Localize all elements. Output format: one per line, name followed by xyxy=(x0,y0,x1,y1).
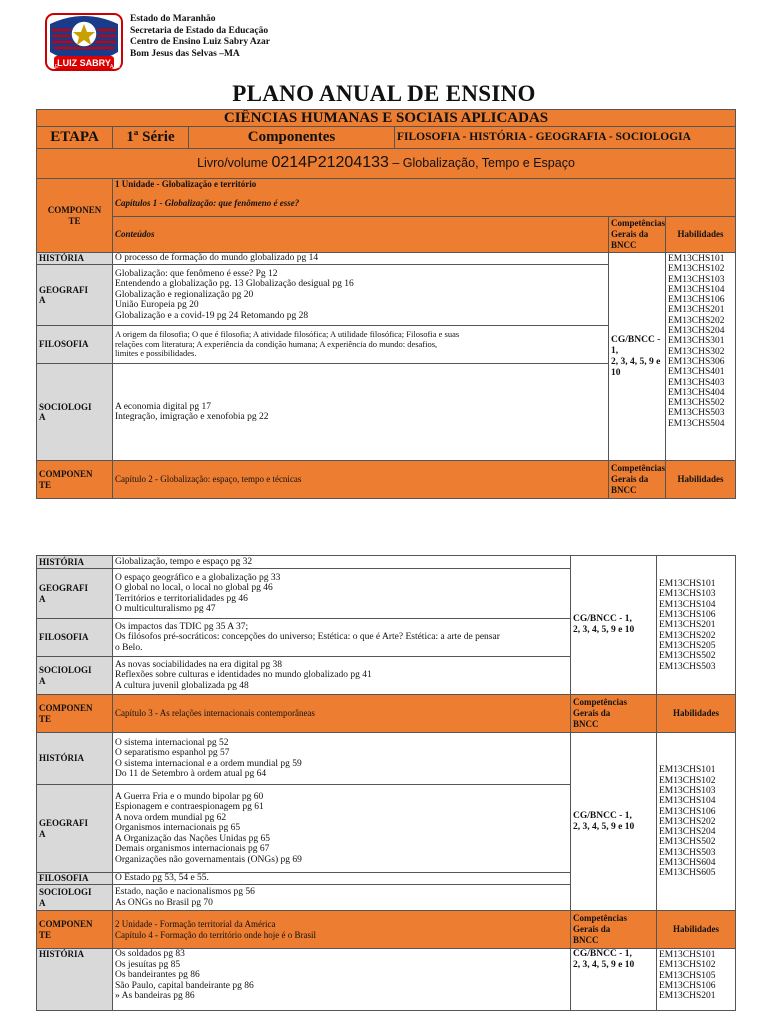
subject-historia: HISTÓRIA xyxy=(37,556,113,569)
subject-geografia: GEOGRAFI A xyxy=(37,265,113,326)
serie-value: 1ª Série xyxy=(113,127,189,149)
habilidades-codes xyxy=(666,253,736,461)
subject-sociologia: SOCIOLOGI A xyxy=(37,657,113,695)
content-sociologia: A economia digital pg 17 Integração, imigração e xenofobia pg 22 xyxy=(113,364,609,461)
content-geografia: O espaço geográfico e a globalização pg 33 O global no local, o local no global pg 46 Territórios e territorialidades pg 46 O multiculturalismo pg 47 xyxy=(113,569,571,619)
habilidades-codes xyxy=(657,556,736,695)
livro-code: 0214P21204133 xyxy=(271,154,389,172)
content-geografia: Globalização: que fenômeno é esse? Pg 12 Entendendo a globalização pg. 13 Globalização desigual pg 16 Globalização e regionalização pg 20 União Europeia pg 20 Globalização e a covid-19 pg 24 Retomando pg 28 xyxy=(113,265,609,326)
componente-header: COMPONEN TE xyxy=(37,179,113,253)
unidade-2-cell xyxy=(113,911,571,949)
cg-bncc: CG/BNCC - 1, 2, 3, 4, 5, 9 e 10 xyxy=(571,949,657,1011)
subject-sociologia: SOCIOLOGI A xyxy=(37,364,113,461)
habilidade-code: EM13CHS201 xyxy=(659,620,716,631)
habilidade-code: EM13CHS101 xyxy=(668,254,725,264)
plan-table-2 xyxy=(36,555,736,1011)
habilidade-code: EM13CHS306 xyxy=(668,356,725,367)
subject-geografia: GEOGRAFI A xyxy=(37,785,113,873)
habilidade-code: EM13CHS302 xyxy=(668,346,725,357)
componentes-value: FILOSOFIA - HISTÓRIA - GEOGRAFIA - SOCIOLOGIA xyxy=(395,127,736,149)
habilidades-codes xyxy=(657,733,736,911)
componente-header: COMPONEN TE xyxy=(37,461,113,499)
habilidade-code: EM13CHS104 xyxy=(659,796,716,807)
habilidade-code: EM13CHS504 xyxy=(668,418,725,429)
habilidade-code: EM13CHS103 xyxy=(659,785,716,796)
habilidades-header: Habilidades xyxy=(666,461,736,499)
habilidade-code: EM13CHS101 xyxy=(659,950,716,960)
subject-filosofia: FILOSOFIA xyxy=(37,619,113,657)
habilidade-code: EM13CHS104 xyxy=(668,284,725,295)
habilidade-code: EM13CHS503 xyxy=(668,408,725,419)
page-title: PLANO ANUAL DE ENSINO xyxy=(232,81,536,106)
plan-table-1 xyxy=(36,109,736,499)
habilidade-code: EM13CHS205 xyxy=(659,640,716,651)
habilidade-code: EM13CHS105 xyxy=(659,970,716,981)
subject-geografia: GEOGRAFI A xyxy=(37,569,113,619)
competencias-header: Competências Gerais da BNCC xyxy=(609,461,666,499)
habilidade-code: EM13CHS106 xyxy=(659,980,716,991)
school-logo xyxy=(44,12,124,78)
livro-row xyxy=(37,149,736,179)
capitulo-1: Capítulos 1 - Globalização: que fenômeno é esse? xyxy=(115,197,300,208)
habilidades-header: Habilidades xyxy=(657,695,736,733)
capitulo-2: Capítulo 2 - Globalização: espaço, tempo e técnicas xyxy=(113,461,609,499)
content-filosofia: Os impactos das TDIC pg 35 A 37; Os filósofos pré-socráticos: concepções do universo; Estética: o que é Arte? Estética: a arte de pensar o Belo. xyxy=(113,619,571,657)
unidade-cell xyxy=(113,179,736,217)
habilidade-code: EM13CHS604 xyxy=(659,858,716,869)
habilidade-code: EM13CHS202 xyxy=(659,630,716,641)
habilidade-code: EM13CHS101 xyxy=(659,765,716,776)
habilidade-code: EM13CHS503 xyxy=(659,661,716,672)
subject-filosofia: FILOSOFIA xyxy=(37,873,113,885)
unidade-2: 2 Unidade - Formação territorial da América xyxy=(115,919,276,929)
svg-text:LUIZ SABRY: LUIZ SABRY xyxy=(57,58,111,68)
habilidade-code: EM13CHS106 xyxy=(668,295,725,306)
habilidade-code: EM13CHS201 xyxy=(668,305,725,316)
subject-historia: HISTÓRIA xyxy=(37,949,113,1011)
subject-sociologia: SOCIOLOGI A xyxy=(37,885,113,911)
cg-bncc: CG/BNCC - 1, 2, 3, 4, 5, 9 e 10 xyxy=(571,733,657,911)
cg-bncc: CG/BNCC - 1, 2, 3, 4, 5, 9 e 10 xyxy=(571,556,657,695)
habilidade-code: EM13CHS102 xyxy=(659,960,716,971)
area-title: CIÊNCIAS HUMANAS E SOCIAIS APLICADAS xyxy=(37,110,736,127)
habilidade-code: EM13CHS202 xyxy=(668,315,725,326)
habilidade-code: EM13CHS403 xyxy=(668,377,725,388)
componente-header: COMPONEN TE xyxy=(37,695,113,733)
habilidade-code: EM13CHS106 xyxy=(659,610,716,621)
habilidade-code: EM13CHS204 xyxy=(659,827,716,838)
capitulo-4: Capítulo 4 - Formação do território onde hoje é o Brasil xyxy=(115,929,316,940)
habilidades-header: Habilidades xyxy=(657,911,736,949)
content-sociologia: As novas sociabilidades na era digital pg 38 Reflexões sobre culturas e identidades no mundo globalizado pg 41 A cultura juvenil globalizada pg 48 xyxy=(113,657,571,695)
habilidade-code: EM13CHS502 xyxy=(659,651,716,662)
header-line: Bom Jesus das Selvas –MA xyxy=(130,48,240,59)
cg-bncc: CG/BNCC - 1, 2, 3, 4, 5, 9 e 10 xyxy=(609,253,666,461)
svg-text:C.E.: C.E. xyxy=(50,64,60,70)
habilidade-code: EM13CHS202 xyxy=(659,816,716,827)
habilidades-codes xyxy=(657,949,736,1011)
content-historia: O sistema internacional pg 52 O separatismo espanhol pg 57 O sistema internacional e a ordem mundial pg 59 Do 11 de Setembro à ordem atual pg 64 xyxy=(113,733,571,785)
habilidade-code: EM13CHS502 xyxy=(668,398,725,409)
habilidade-code: EM13CHS301 xyxy=(668,336,725,347)
habilidade-code: EM13CHS201 xyxy=(659,991,716,1002)
subject-historia: HISTÓRIA xyxy=(37,733,113,785)
conteudos-header: Conteúdos xyxy=(113,217,609,253)
header-line: Estado do Maranhão xyxy=(130,14,216,24)
content-historia: Os soldados pg 83 Os jesuítas pg 85 Os bandeirantes pg 86 São Paulo, capital bandeirante pg 86 » As bandeiras pg 86 xyxy=(113,949,571,1011)
content-historia: Globalização, tempo e espaço pg 32 xyxy=(113,556,571,569)
content-filosofia: A origem da filosofia; O que é filosofia; A atividade filosófica; A utilidade filosófica; Filosofia e suas relações com literatura; A experiência da condição humana; A experiência do mundo: desafios, limites e possibilidades. xyxy=(113,326,609,364)
subject-historia: HISTÓRIA xyxy=(37,253,113,265)
content-historia: O processo de formação do mundo globalizado pg 14 xyxy=(113,253,609,265)
componente-header: COMPONEN TE xyxy=(37,911,113,949)
header-line: Centro de Ensino Luiz Sabry Azar xyxy=(130,37,270,47)
componentes-label: Componentes xyxy=(189,127,395,149)
competencias-header: Competências Gerais da BNCC xyxy=(609,217,666,253)
subject-filosofia: FILOSOFIA xyxy=(37,326,113,364)
content-sociologia: Estado, nação e nacionalismos pg 56 As ONGs no Brasil pg 70 xyxy=(113,885,571,911)
habilidade-code: EM13CHS102 xyxy=(659,775,716,786)
habilidade-code: EM13CHS401 xyxy=(668,367,725,378)
etapa-label: ETAPA xyxy=(37,127,113,149)
habilidade-code: EM13CHS605 xyxy=(659,868,716,879)
habilidade-code: EM13CHS104 xyxy=(659,599,716,610)
capitulo-3: Capítulo 3 - As relações internacionais contemporâneas xyxy=(113,695,571,733)
habilidade-code: EM13CHS103 xyxy=(668,274,725,285)
content-geografia: A Guerra Fria e o mundo bipolar pg 60 Espionagem e contraespionagem pg 61 A nova ordem mundial pg 62 Organismos internacionais pg 65 A Organização das Nações Unidas pg 65 Demais organismos internacionais pg 67 Organizações não governamentais (ONGs) pg 69 xyxy=(113,785,571,873)
habilidade-code: EM13CHS101 xyxy=(659,579,716,590)
unidade-1: 1 Unidade - Globalização e território xyxy=(115,179,257,189)
habilidade-code: EM13CHS503 xyxy=(659,847,716,858)
habilidade-code: EM13CHS102 xyxy=(668,264,725,275)
header-line: Secretaria de Estado da Educação xyxy=(130,25,269,36)
habilidade-code: EM13CHS103 xyxy=(659,589,716,600)
header-lines xyxy=(130,14,270,60)
habilidade-code: EM13CHS404 xyxy=(668,387,725,398)
habilidade-code: EM13CHS204 xyxy=(668,326,725,337)
competencias-header: Competências Gerais da BNCC xyxy=(571,911,657,949)
habilidade-code: EM13CHS502 xyxy=(659,837,716,848)
habilidade-code: EM13CHS106 xyxy=(659,806,716,817)
habilidades-header: Habilidades xyxy=(666,217,736,253)
livro-prefix: Livro/volume xyxy=(197,156,272,171)
livro-suffix: – Globalização, Tempo e Espaço xyxy=(388,156,575,171)
svg-text:Azar: Azar xyxy=(110,64,121,70)
competencias-header: Competências Gerais da BNCC xyxy=(571,695,657,733)
content-filosofia: O Estado pg 53, 54 e 55. xyxy=(113,873,571,885)
